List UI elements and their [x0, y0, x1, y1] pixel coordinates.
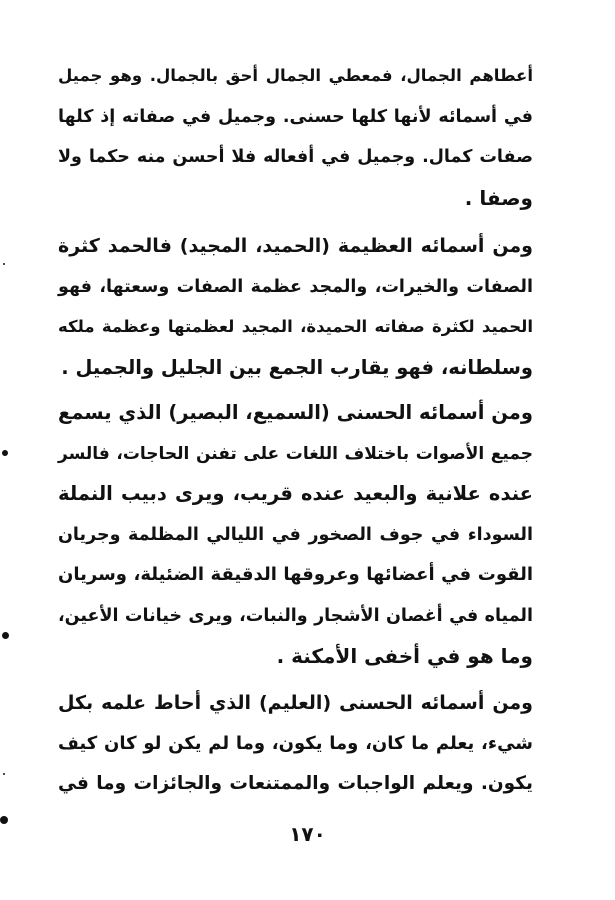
text-line: وسلطانه، فهو يقارب الجمع بين الجليل والجميل .	[61, 355, 533, 379]
paragraph-beauty	[58, 56, 533, 218]
scan-speck	[3, 773, 5, 775]
text-line: ومن أسمائه العظيمة (الحميد، المجيد) فالحمد كثرة	[58, 235, 533, 257]
text-line: في أسمائه لأنها كلها حسنى. وجميل في صفاته إذ كلها	[58, 106, 533, 127]
scan-speck	[0, 816, 8, 824]
text-line: يكون. ويعلم الواجبات والممتنعات والجائزات وما في	[58, 773, 533, 794]
text-line: عنده علانية والبعيد عنده قريب، ويرى دبيب النملة	[58, 482, 533, 505]
text-line: القوت في أعضائها وعروقها الدقيقة الضئيلة، وسريان	[58, 564, 533, 585]
scan-speck	[2, 632, 9, 639]
text-line: جميع الأصوات باختلاف اللغات على تفنن الحاجات، فالسر	[58, 443, 533, 464]
paragraph-alim	[58, 683, 533, 805]
text-line: أعطاهم الجمال، فمعطي الجمال أحق بالجمال. وهو جميل	[58, 66, 533, 85]
text-line: الحميد لكثرة صفاته الحميدة، المجيد لعظمتها وعظمة ملكه	[58, 317, 533, 336]
text-line: الصفات والخيرات، والمجد عظمة الصفات وسعتها، فهو	[58, 276, 533, 297]
text-line: شيء، يعلم ما كان، وما يكون، وما لم يكن لو كان كيف	[58, 732, 533, 754]
paragraph-sami-basir	[58, 393, 533, 677]
text-line: وما هو في أخفى الأمكنة .	[276, 644, 533, 668]
text-line: ومن أسمائه الحسنى (السميع، البصير) الذي يسمع	[58, 401, 533, 424]
page-number: ١٧٠	[289, 822, 326, 846]
text-line: صفات كمال. وجميل في أفعاله فلا أحسن منه حكما ولا	[58, 147, 533, 167]
scan-speck	[3, 263, 5, 265]
text-line: وصفا .	[464, 185, 533, 210]
text-line: ومن أسمائه الحسنى (العليم) الذي أحاط علمه بكل	[58, 692, 533, 714]
paragraph-hamid-majid	[58, 226, 533, 388]
text-line: السوداء في جوف الصخور في الليالي المظلمة وجريان	[58, 524, 533, 545]
scan-speck	[2, 450, 8, 456]
text-line: المياه في أغصان الأشجار والنبات، ويرى خيانات الأعين،	[58, 605, 533, 626]
